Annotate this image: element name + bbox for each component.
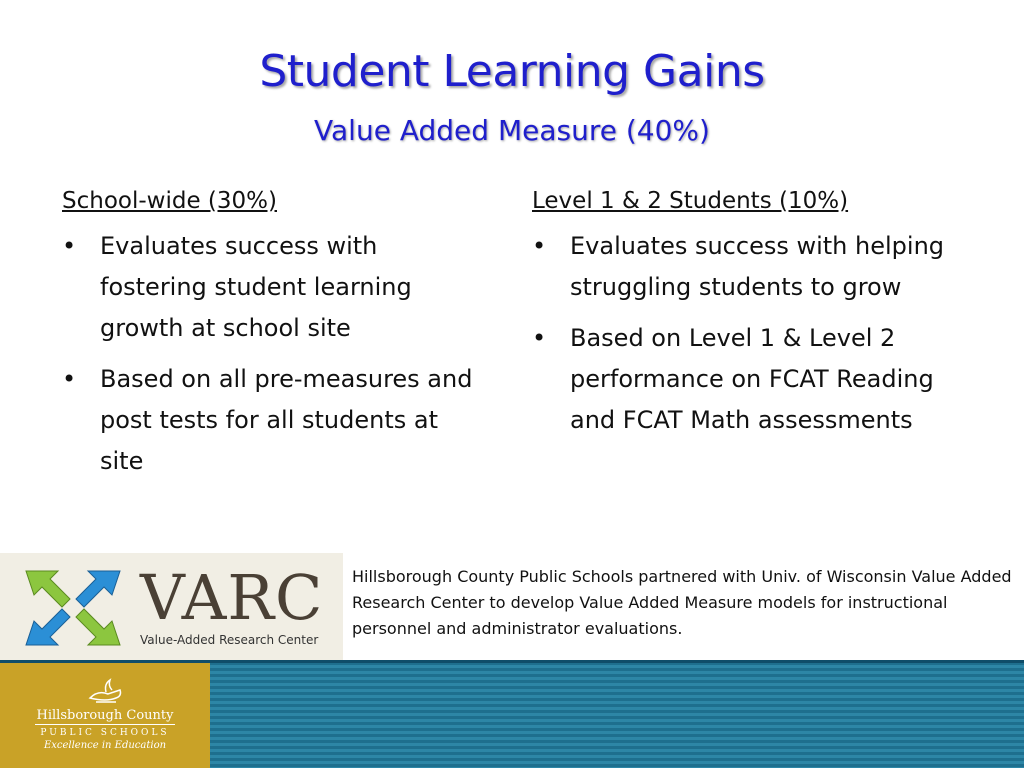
column-heading: School-wide (30%) <box>62 188 277 214</box>
bullet-text: Evaluates success with helping struggling students to grow <box>570 232 945 301</box>
bullet-icon: • <box>532 232 547 260</box>
org-tagline: Excellence in Education <box>43 740 167 751</box>
bullet-icon: • <box>532 324 547 352</box>
hillsborough-logo <box>0 672 210 751</box>
slide-title: Student Learning Gains <box>259 46 765 97</box>
bullet-item <box>62 226 482 349</box>
bullet-item <box>62 359 482 482</box>
bullet-text: Evaluates success with fostering student learning growth at school site <box>100 232 412 342</box>
four-arrows-icon <box>18 563 128 653</box>
org-subtitle: PUBLIC SCHOOLS <box>40 728 170 738</box>
footer-divider <box>0 660 1024 663</box>
partner-note: Hillsborough County Public Schools partnered with Univ. of Wisconsin Value Added Research Center to develop Value Added Measure models for instructional personnel and administrator evaluations. <box>352 567 1012 638</box>
org-name: Hillsborough County <box>36 708 174 723</box>
column-heading: Level 1 & 2 Students (10%) <box>532 188 849 214</box>
varc-logo-name: VARC <box>140 561 324 634</box>
bullet-icon: • <box>62 365 77 393</box>
lamp-of-learning-icon <box>86 678 126 706</box>
bullet-text: Based on Level 1 & Level 2 performance on FCAT Reading and FCAT Math assessments <box>570 324 934 434</box>
bullet-item <box>532 318 952 441</box>
footer-stripe-band <box>210 662 1024 768</box>
varc-logo <box>0 553 343 661</box>
bullet-item <box>532 226 952 308</box>
column-level-1-2 <box>532 188 952 451</box>
slide-subtitle: Value Added Measure (40%) <box>314 114 710 147</box>
bullet-text: Based on all pre-measures and post tests for all students at site <box>100 365 473 475</box>
bullet-list <box>532 226 952 441</box>
varc-logo-tagline: Value-Added Research Center <box>140 633 319 647</box>
column-school-wide <box>62 188 482 492</box>
bullet-list <box>62 226 482 482</box>
bullet-icon: • <box>62 232 77 260</box>
